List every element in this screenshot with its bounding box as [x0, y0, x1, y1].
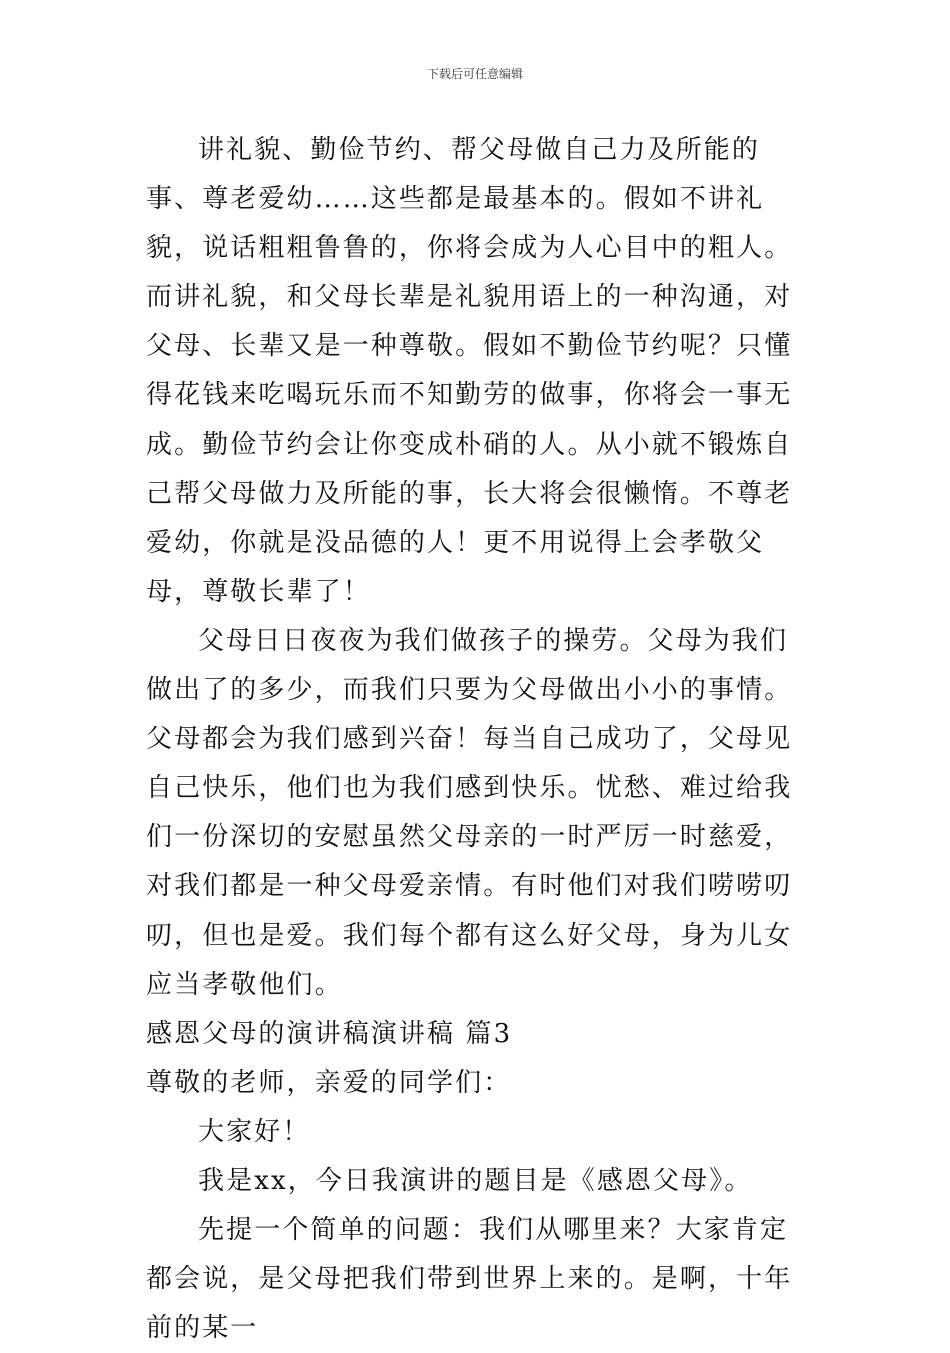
paragraph-parents-toil: 父母日日夜夜为我们做孩子的操劳。父母为我们做出了的多少，而我们只要为父母做出小小的事情。父母都会为我们感到兴奋！每当自己成功了，父母见自己快乐，他们也为我们感到快乐。忧愁、难过给我们一份深切的安慰虽然父母亲的一时严厉一时慈爱，对我们都是一种父母爱亲情。有时他们对我们唠唠叨叨，但也是爱。我们每个都有这么好父母，身为儿女应当孝敬他们。 — [146, 625, 793, 1000]
salutation: 尊敬的老师，亲爱的同学们： — [146, 1067, 512, 1098]
document-body — [146, 126, 806, 1353]
paragraph-manners: 讲礼貌、勤俭节约、帮父母做自己力及所能的事、尊老爱幼……这些都是最基本的。假如不讲礼貌，说话粗粗鲁鲁的，你将会成为人心目中的粗人。而讲礼貌，和父母长辈是礼貌用语上的一种沟通，对父母、长辈又是一种尊敬。假如不勤俭节约呢？只懂得花钱来吃喝玩乐而不知勤劳的做事，你将会一事无成。勤俭节约会让你变成朴硝的人。从小就不锻炼自己帮父母做力及所能的事，长大将会很懒惰。不尊老爱幼，你就是没品德的人！更不用说得上会孝敬父母，尊敬长辈了！ — [146, 135, 793, 607]
greeting: 大家好！ — [198, 1116, 311, 1147]
page-header-note: 下载后可任意编辑 — [426, 67, 523, 81]
section-heading: 感恩父母的演讲稿演讲稿 篇3 — [146, 1018, 513, 1049]
paragraph-question: 先提一个简单的问题：我们从哪里来？大家肯定都会说，是父母把我们带到世界上来的。是啊，十年前的某一 — [146, 1215, 793, 1344]
speech-intro: 我是xx，今日我演讲的题目是《感恩父母》。 — [198, 1165, 753, 1196]
